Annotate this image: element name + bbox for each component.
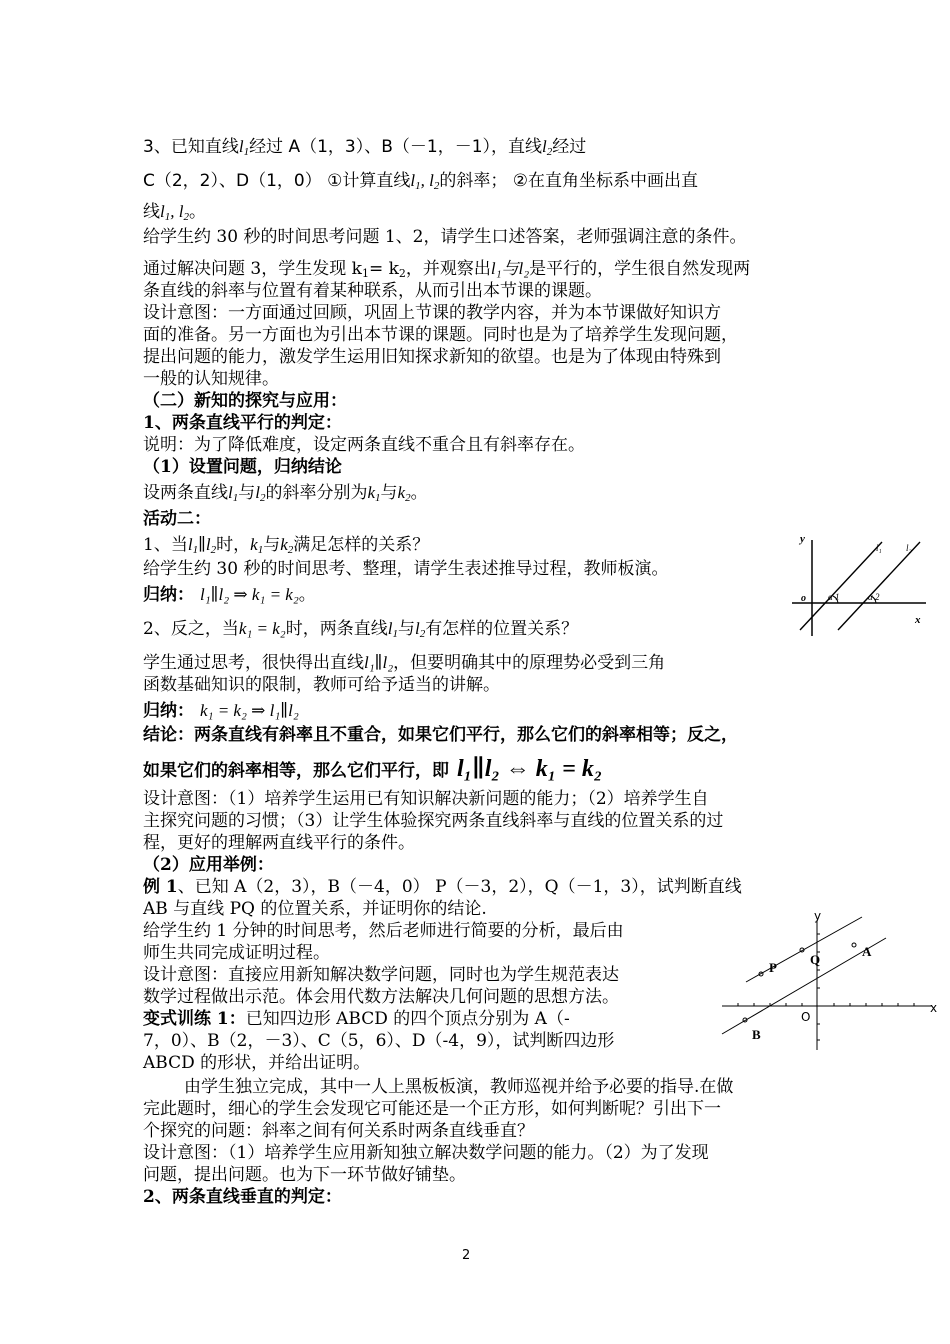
example-1: 例 1、已知 A（2，3），B（－4，0） P（－3，2），Q（－1，3），试判断直线 xyxy=(143,877,742,897)
subheading-examples: （2）应用举例： xyxy=(143,855,274,875)
fig2-y-label: y xyxy=(814,912,822,923)
l1-symbol: $l_1$ xyxy=(238,137,250,158)
activity-2-label: 活动二： xyxy=(143,509,211,529)
page-number: 2 xyxy=(462,1248,471,1263)
fig1-angle-1: α 1 xyxy=(828,592,840,602)
variant-training-1: 变式训练 1：已知四边形 ABCD 的四个顶点分别为 A（- xyxy=(143,1009,570,1029)
think-2-line-2: 函数基础知识的限制，教师可给予适当的讲解。 xyxy=(143,675,500,695)
fig1-l2-label: l₂ xyxy=(906,543,912,553)
slope-definition: 设两条直线$l_1$与$l_2$的斜率分别为$k_1$与$k_2$。 xyxy=(143,483,428,504)
solve-line-1: 由学生独立完成，其中一人上黑板板演，教师巡视并给予必要的指导.在做 xyxy=(184,1077,734,1097)
design-intent-2-line-3: 程，更好的理解两直线平行的条件。 xyxy=(143,833,415,853)
question-1: 1、当$l_1\parallel l_2$时，$k_1$与$k_2$满足怎样的关系？ xyxy=(143,535,430,556)
question-3-line-1 xyxy=(143,136,586,158)
think-1: 给学生约 30 秒的时间思考、整理，请学生表述推导过程，教师板演。 xyxy=(143,559,669,579)
example-1-line-2: AB 与直线 PQ 的位置关系，并证明你的结论. xyxy=(143,899,487,919)
design-intent-1-line-2: 面的准备。另一方面也为引出本节课的课题。同时也是为了培养学生发现问题， xyxy=(143,325,738,345)
q3-line2-text-2: 的斜率； ②在直角坐标系中画出直 xyxy=(439,171,698,191)
variant-training-line-3: ABCD 的形状，并给出证明。 xyxy=(143,1053,371,1073)
question-2: 2、反之，当k₁ = k₂时，两条直线$l_1$与$l_2$有怎样的位置关系？ xyxy=(143,619,579,640)
conclusion-line-1: 结论：两条直线有斜率且不重合，如果它们平行，那么它们的斜率相等；反之， xyxy=(143,725,738,745)
fig1-y-label: y xyxy=(800,533,805,545)
fig2-point-q: Q xyxy=(810,952,821,967)
induce-2: 归纳： k₁ = k₂ ⇒ l₁∥l₂ xyxy=(143,701,299,721)
design-intent-4-line-2: 问题，提出问题。也为下一环节做好铺垫。 xyxy=(143,1165,466,1185)
l2-symbol: $l_2$ xyxy=(542,137,553,158)
design-intent-1-line-3: 提出问题的能力，激发学生运用旧知探求新知的欲望。也是为了体现由特殊到 xyxy=(143,347,721,367)
q3-text-3: 经过 xyxy=(552,137,587,157)
fig1-angle-2: α 2 xyxy=(868,592,880,602)
subheading-set-problem: （1）设置问题，归纳结论 xyxy=(143,457,342,477)
design-intent-1-line-1: 设计意图：一方面通过回顾，巩固上节课的教学内容，并为本节课做好知识方 xyxy=(143,303,721,323)
fig2-origin-label: O xyxy=(801,1010,811,1024)
fig2-x-label: x xyxy=(930,1001,938,1015)
subheading-parallel: 1、两条直线平行的判定： xyxy=(143,413,342,433)
example-think-line-2: 师生共同完成证明过程。 xyxy=(143,943,330,963)
conclusion-line-2: 如果它们的斜率相等，那么它们平行，即 l₁∥l₂ ⇔ k₁ = k₂ xyxy=(143,756,603,782)
q3-line2-text: C（2，2）、D（1，0） ①计算直线 xyxy=(143,171,411,191)
solve-line-2: 完此题时，细心的学生会发现它可能还是一个正方形，如何判断呢？引出下一 xyxy=(143,1099,721,1119)
points-coordinate-figure xyxy=(718,912,940,1054)
induce-1: 归纳： l₁∥l₂ ⇒ k₁ = k₂。 xyxy=(143,585,316,605)
design-intent-2-line-1: 设计意图：（1）培养学生运用已有知识解决新问题的能力；（2）培养学生自 xyxy=(143,789,709,809)
para-discover: 通过解决问题 3，学生发现 $k_1= k_2$，并观察出l₁与l₂是平行的，学生很自然发现两 xyxy=(143,259,751,280)
note-text: 说明：为了降低难度，设定两条直线不重合且有斜率存在。 xyxy=(143,435,585,455)
question-3-line-3: 线$l_1$, $l_2$。 xyxy=(143,202,206,223)
fig2-point-p: P xyxy=(769,960,777,975)
think-2: 学生通过思考，很快得出直线l₁∥l₂，但要明确其中的原理势必受到三角 xyxy=(143,653,666,673)
fig2-point-b: B xyxy=(752,1027,761,1042)
design-intent-4-line-1: 设计意图：（1）培养学生应用新知独立解决数学问题的能力。（2）为了发现 xyxy=(143,1143,709,1163)
fig2-point-a: A xyxy=(862,944,872,959)
subheading-perpendicular: 2、两条直线垂直的判定： xyxy=(143,1187,342,1207)
question-3-line-2 xyxy=(143,170,698,192)
parallel-lines-figure xyxy=(786,528,932,638)
l1-l2-symbols: $l_1$, $l_2$ xyxy=(410,171,440,192)
example-think-line-1: 给学生约 1 分钟的时间思考，然后老师进行简要的分析，最后由 xyxy=(143,921,624,941)
section-heading-2: （二）新知的探究与应用： xyxy=(143,391,347,411)
solve-line-3: 个探究的问题：斜率之间有何关系时两条直线垂直？ xyxy=(143,1121,534,1141)
para-discover-line2: 条直线的斜率与位置有着某种联系，从而引出本节课的课题。 xyxy=(143,281,602,301)
fig1-x-label: x xyxy=(915,614,921,626)
para-think-time: 给学生约 30 秒的时间思考问题 1、2，请学生口述答案，老师强调注意的条件。 xyxy=(143,227,747,247)
q3-text-2: 经过 A（1，3）、B（－1，－1），直线 xyxy=(249,137,543,157)
design-intent-3-line-1: 设计意图：直接应用新知解决数学问题，同时也为学生规范表达 xyxy=(143,965,619,985)
variant-training-line-2: 7，0）、B（2，－3）、C（5，6）、D（-4，9），试判断四边形 xyxy=(143,1031,615,1051)
fig1-origin-label: o xyxy=(801,593,806,604)
design-intent-1-line-4: 一般的认知规律。 xyxy=(143,369,279,389)
design-intent-3-line-2: 数学过程做出示范。体会用代数方法解决几何问题的思想方法。 xyxy=(143,987,619,1007)
fig1-l1-label: l₁ xyxy=(876,543,882,553)
q3-text-1: 3、已知直线 xyxy=(143,137,239,157)
design-intent-2-line-2: 主探究问题的习惯；（3）让学生体验探究两条直线斜率与直线的位置关系的过 xyxy=(143,811,724,831)
